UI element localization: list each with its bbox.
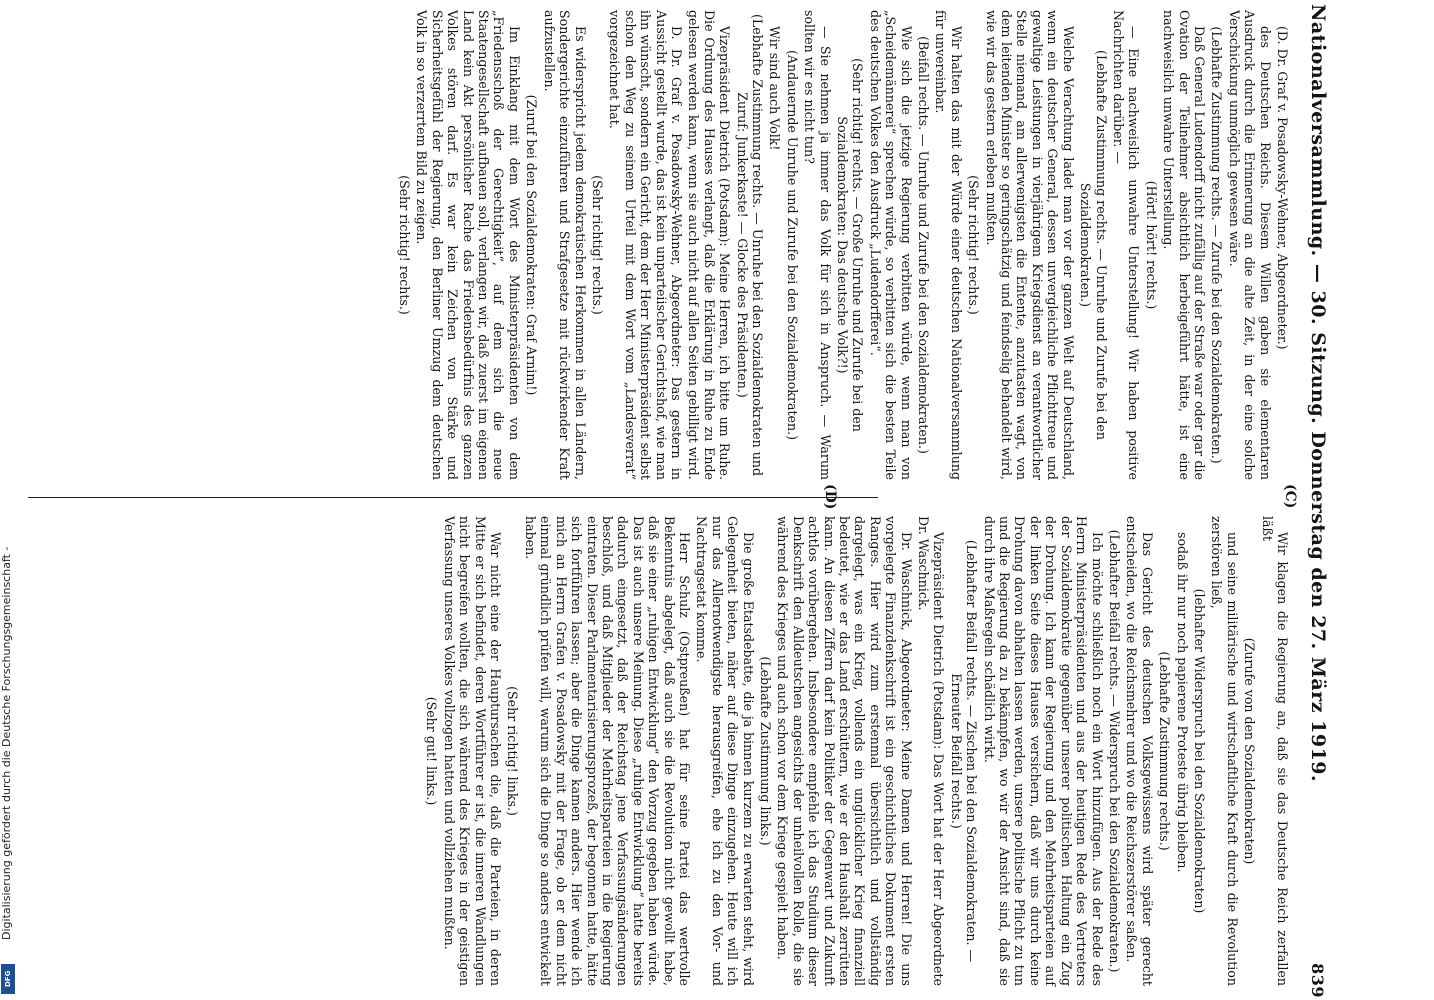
paragraph: des Deutschen Reichs. Diesem Willen gaben sie elementaren Ausdruck durch die Erinnerung an die alte Zeit, in der eine solche Verschickung unmöglich gewesen wäre. [1226,10,1273,480]
paragraph: — Eine nachweislich unwahre Unterstellung! Wir haben positive Nachrichten darüber. — [1110,10,1142,480]
interjection: (Zuruf bei den Sozialdemokraten: Graf Arnim!) [524,94,540,396]
paragraph: sodaß ihr nur noch papierene Proteste übrig bleiben. [1174,532,1190,873]
paragraph: Welche Verachtung ladet man vor der ganzen Welt auf Deutschland, wenn ein deutscher General, dessen unvergleichliche Pflichttreue und gewaltige Leistungen in vierjährigem Kriegsdienst an verantwortlicher Stelle niemand, am allerwenigsten die Entente, anzutasten wagt, von dem leitenden Minister so geringschätzig und feindselig behandelt wird, wie wir das gestern erleben mußten. [983,10,1076,480]
paragraph: Wir klagen die Regierung an, daß sie das Deutsche Reich zerfallen läßt [1259,516,1290,986]
page-number: 839 [1308,963,1328,998]
interjection: (Hört! hört! rechts.) [1143,180,1159,310]
digitization-credit: Digitalisierung gefördert durch die Deutsche Forschungsgemeinschaft - [0,546,13,940]
interjection: (Andauernde Unruhe und Zurufe bei den Sozialdemokraten.) [784,49,800,441]
interjection: (Sehr richtig! rechts. — Große Unruhe und Zurufe bei den Sozialdemokraten: Das deutsche Volk?!) [835,58,866,432]
interjection: (Lebhafte Zustimmung rechts.) [1157,651,1173,851]
paragraph: Ich möchte schließlich noch ein Wort hinzufügen. Aus der Rede des Herrn Ministerpräsidenten und aus der heutigen Rede des Vertreters der Sozialdemokratie gegenüber unserer politischen Haltung ein Zug der Drohung. Ich kann der Regierung und den Mehrheitsparteien auf der linken Seite dieses Hauses versichern, daß wir uns durch keine Drohung davon abhalten lassen werden, unsere politische Pflicht zu tun und die Regierung da zu bekämpfen, wo wir der Ansicht sind, daß sie durch ihre Maßregeln schädlich wirkt. [981,516,1105,986]
interjection: (Sehr richtig! links.) [505,686,521,816]
paragraph: Herr Schulz (Ostpreußen) hat für seine Partei das wertvolle Bekenntnis abgelegt, daß auch sie die Revolution nicht gewollt habe, daß sie einer „ruhigen Entwicklung“ den Vorzug gegeben haben würde. Das ist auch unsere Meinung. Diese „ruhige Entwicklung“ hatte bereits dadurch eingesetzt, daß der Reichstag jene Verfassungsänderungen beschloß, und daß Mitglieder der Mehrheitsparteien in die Regierung eintraten. Dieser Parlamentarisierungsprozeß, der begonnen hatte, hätte sich fortführen lassen; aber die Dinge kamen anders. Hier wende ich mich an Herrn Grafen v. Posadowsky mit der Frage, ob er dem nicht einmal gründlich prüfen will, warum sich die Dinge so anders entwickelt haben. [522,516,692,986]
paragraph: (D. Dr. Graf v. Posadowsky-Wehner, Abgeordneter.) [1275,26,1290,350]
paragraph: und seine militärische und wirtschaftliche Kraft durch die Revolution zerstören ließ, [1209,516,1240,986]
margin-marker-c: (C) [1282,484,1298,509]
page-header [1298,4,1338,998]
page-title: Nationalversammlung. — 30. Sitzung. Donnerstag den 27. März 1919. [1307,4,1329,783]
document-page [12,4,1338,998]
left-column [18,10,1290,480]
interjection: (Lebhafter Beifall rechts. — Widerspruch bei den Sozialdemokraten.) [1106,529,1122,973]
interjection: (Lebhafte Zustimmung links.) [758,656,773,846]
paragraph: Wir sind auch Volk! [767,26,783,151]
interjection: (Zurufe von den Sozialdemokraten) [1242,637,1258,865]
interjection: (Lebhafter Beifall rechts. — Zischen bei den Sozialdemokraten. — Erneuter Beifall rechts.) [948,539,980,963]
interjection: (lebhafter Widerspruch bei den Sozialdemokraten) [1191,588,1207,914]
interjection: (Lebhafte Zustimmung rechts. — Unruhe und Zurufe bei den Sozialdemokraten.) [1078,50,1109,440]
paragraph: Vizepräsident Dietrich (Potsdam): Meine Herren, ich bitte um Ruhe. Die Ordnung des Hauses verlangt, daß die Erklärung in Ruhe zu Ende gelesen werden kann, wenn sie auch nicht auf allen Seiten gebilligt wird. [686,10,733,480]
interjection: (Beifall rechts. — Unruhe und Zurufe bei den Sozialdemokraten.) [916,36,932,454]
paragraph: Im Einklang mit dem Wort des Ministerpräsidenten von dem „Friedensschoß der Gerechtigkeit“, auf dem sich die neue Staatengesellschaft aufbauen soll, verlangen wir, daß zuerst im eigenen Land kein Akt persönlicher Rache das Friedensbedürfnis des ganzen Volkes stören darf. Es war kein Zeichen von Stärke und Sicherheitsgefühl der Regierung, den Berliner Umzug dem deutschen Volk in so verzerrtem Bild zu zeigen. [414,10,522,480]
paragraph: D. Dr. Graf v. Posadowsky-Wehner, Abgeordneter: Das gestern in Aussicht gestellt wurde, das ist kein unparteiischer Gerichtshof, wie man ihn wünscht, sondern ein Gericht, dem der Herr Ministerpräsident selbst schon den Weg zu seinem Urteil mit dem Wort vom „Landesverrat“ vorgezeichnet hat. [607,10,684,480]
dfg-logo: DFG [1,964,15,994]
margin-marker-d: (D) [822,484,838,510]
interjection: (Lebhafte Zustimmung rechts. — Zurufe bei den Sozialdemokraten.) [1209,26,1225,464]
column-divider [28,497,878,498]
paragraph: Dr. Waschnick, Abgeordneter: Meine Damen und Herren! Die uns vorgelegte Finanzdenkschrift ist ein geschichtliches Dokument ersten Ranges. Hier wird zum erstenmal übersichtlich und vollständig dargelegt, was ein Krieg, vollends ein unglücklicher Krieg finanziell bedeutet, wie er das Land erschüttern, wie er den Haushalt zerrütten kann. An diesen Ziffern darf kein Politiker der Gegenwart und Zukunft achtlos vorübergehen. Insbesondere empfehle ich das Studium dieser Denkschrift den Alldeutschen angesichts der unheilvollen Rolle, die sie während des Krieges und auch schon vor dem Kriege gespielt haben. [775,516,914,986]
paragraph: Vizepräsident Dietrich (Potsdam): Das Wort hat der Herr Abgeordnete Dr. Waschnick. [916,516,947,986]
paragraph: Das Gericht des deutschen Volksgewissens wird später gerecht entscheiden, wo die Reichsmehrer und wo die Reichszerstörer saßen. [1124,516,1155,986]
paragraph: Wie sich die jetzige Regierung verbitten würde, wenn man von „Scheidemännerei“ sprechen würde, so verbitten sich die besten Teile des deutschen Volkes den Ausdruck „Ludendorfferei“. [867,10,914,480]
paragraph: — Sie nehmen ja immer das Volk für sich in Anspruch. — Warum sollten wir es nicht tun? [802,10,833,480]
interjection: (Sehr richtig! rechts.) [589,175,605,315]
interjection: (Sehr gut! links.) [424,696,440,806]
interjection: (Lebhafte Zustimmung rechts. — Unruhe bei den Sozialdemokraten und Zuruf: Junkerkaste! — Glocke des Präsidenten.) [734,13,765,477]
paragraph: Es widerspricht jedem demokratischen Herkommen in allen Ländern, Sondergerichte einzuführen und Strafgesetze mit rückwirkender Kraft aufzustellen. [541,10,588,480]
right-column [18,516,1290,986]
paragraph: Daß General Ludendorff nicht zufällig auf der Straße war oder gar die Ovation der Teilnehmer absichtlich herbeigeführt hätte, ist eine nachweislich unwahre Unterstellung. [1161,10,1207,480]
paragraph: Wir halten das mit der Würde einer deutschen Nationalversammlung für unvereinbar. [933,10,964,480]
paragraph: War nicht eine der Hauptursachen die, daß die Parteien, in deren Mitte er sich befindet, deren Wortführer er ist, die inneren Wandlungen nicht begreifen wollten, die sich während des Krieges in der geistigen Verfassung unseres Volkes vollzogen hatten und vollziehen mußten. [441,516,504,986]
paragraph: Die große Etatsdebatte, die ja binnen kurzem zu erwarten steht, wird Gelegenheit bieten, näher auf diese Dinge einzugehen. Heute will ich nur das Allernotwendigste herausgreifen, ehe ich zu den Vor- und Nachtragsetat komme. [694,516,756,986]
interjection: (Sehr richtig! rechts.) [397,175,413,315]
interjection: (Sehr richtig! rechts.) [966,175,982,315]
